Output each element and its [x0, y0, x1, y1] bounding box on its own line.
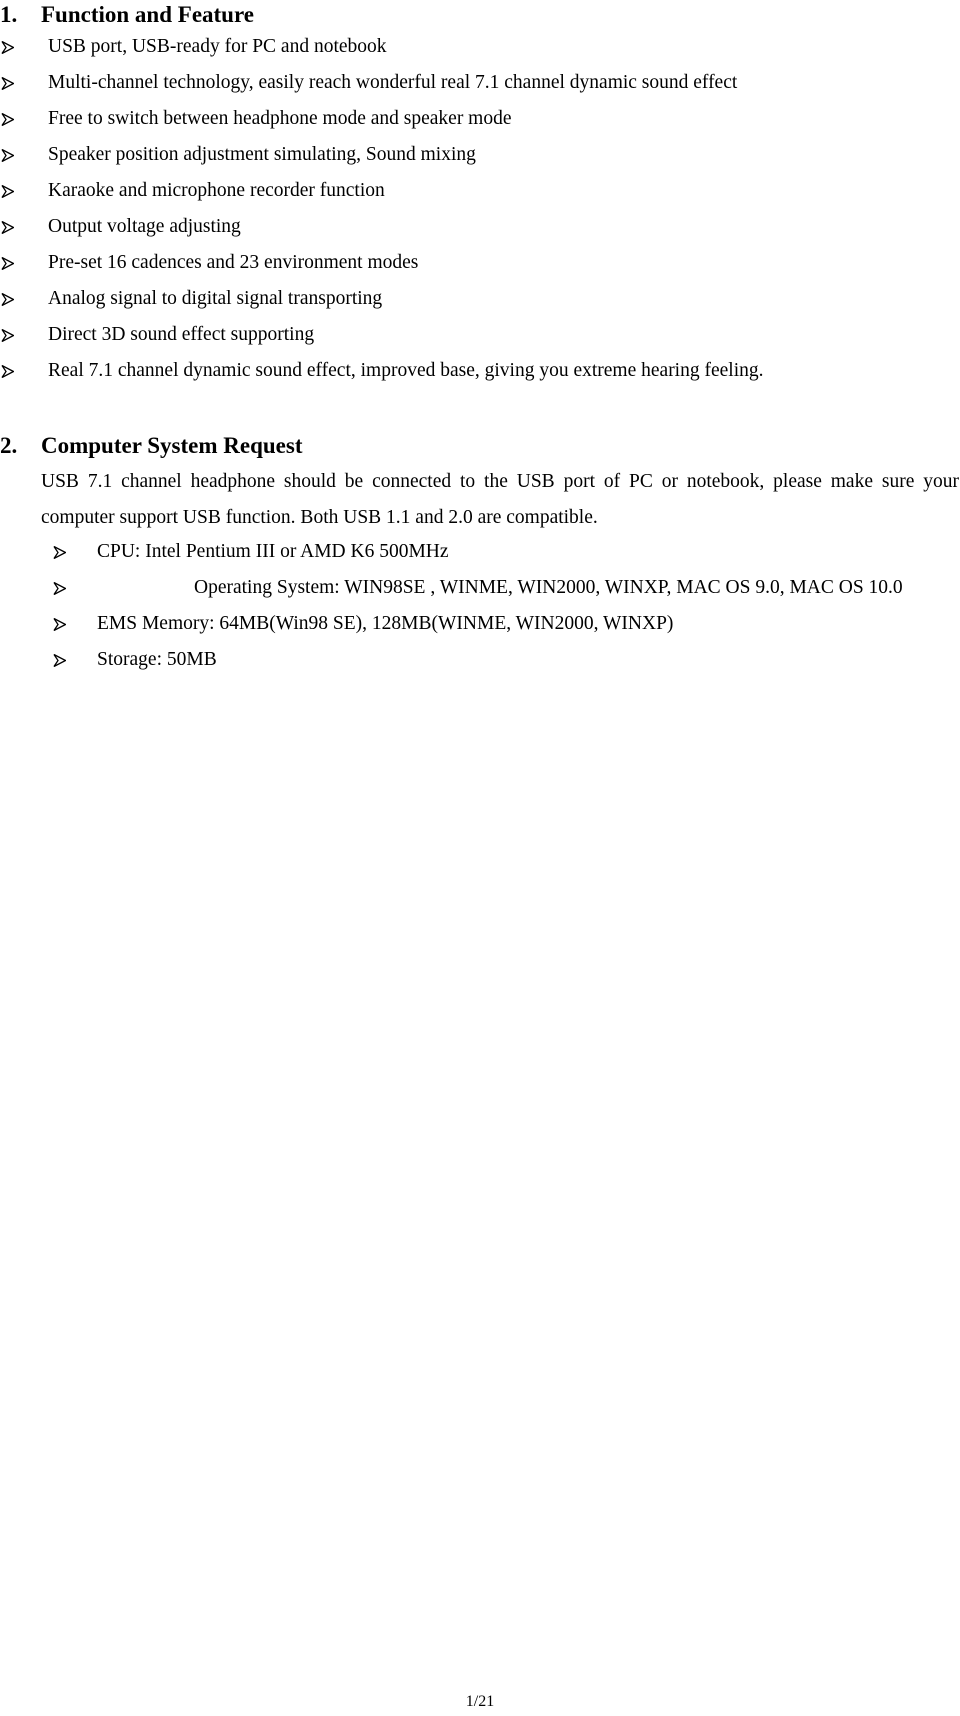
section-title: Function and Feature: [41, 2, 254, 27]
arrow-bullet-icon: [1, 149, 14, 162]
feature-list: [0, 29, 960, 389]
arrow-bullet-icon: [53, 582, 66, 595]
list-item-text: Operating System: WIN98SE , WINME, WIN2000, WINXP, MAC OS 9.0, MAC OS 10.0: [194, 577, 903, 598]
list-item: [0, 245, 960, 281]
list-item: [0, 281, 960, 317]
list-item: [0, 101, 960, 137]
arrow-bullet-icon: [1, 221, 14, 234]
list-item: [0, 173, 960, 209]
list-item-text: Karaoke and microphone recorder function: [48, 180, 385, 201]
arrow-bullet-icon: [1, 365, 14, 378]
section-heading-function-and-feature: [0, 0, 254, 30]
page-number: 1/21: [465, 1693, 495, 1710]
arrow-bullet-icon: [1, 257, 14, 270]
arrow-bullet-icon: [1, 113, 14, 126]
arrow-bullet-icon: [1, 41, 14, 54]
arrow-bullet-icon: [1, 185, 14, 198]
section-heading-computer-system-request: [0, 431, 303, 461]
list-item: [0, 317, 960, 353]
arrow-bullet-icon: [53, 654, 66, 667]
list-item-text: Analog signal to digital signal transporting: [48, 288, 383, 309]
list-item: [0, 606, 960, 642]
arrow-bullet-icon: [53, 546, 66, 559]
section-number: 1.: [0, 2, 18, 27]
list-item-text: Free to switch between headphone mode and speaker mode: [48, 108, 512, 129]
system-request-paragraph: USB 7.1 channel headphone should be connected to the USB port of PC or notebook, please make sure your computer support USB function. Both USB 1.1 and 2.0 are compatible.: [41, 471, 959, 528]
list-item: [0, 353, 960, 389]
arrow-bullet-icon: [1, 329, 14, 342]
list-item: [0, 65, 960, 101]
list-item-text: USB port, USB-ready for PC and notebook: [48, 36, 387, 57]
list-item-text: Multi-channel technology, easily reach wonderful real 7.1 channel dynamic sound effect: [48, 72, 738, 93]
arrow-bullet-icon: [1, 293, 14, 306]
section-title: Computer System Request: [41, 433, 303, 458]
arrow-bullet-icon: [53, 618, 66, 631]
list-item-text: Direct 3D sound effect supporting: [48, 324, 315, 345]
list-item: [0, 642, 960, 678]
list-item: [0, 570, 960, 606]
list-item-text: EMS Memory: 64MB(Win98 SE), 128MB(WINME, WIN2000, WINXP): [97, 613, 674, 634]
list-item: [0, 137, 960, 173]
list-item-text: Real 7.1 channel dynamic sound effect, improved base, giving you extreme hearing feeling.: [48, 360, 764, 381]
list-item-text: CPU: Intel Pentium III or AMD K6 500MHz: [97, 541, 449, 562]
list-item: [0, 209, 960, 245]
section-number: 2.: [0, 433, 18, 458]
list-item-text: Speaker position adjustment simulating, Sound mixing: [48, 144, 476, 165]
system-requirements-list: [0, 534, 960, 678]
list-item: [0, 534, 960, 570]
list-item-text: Storage: 50MB: [97, 649, 217, 670]
arrow-bullet-icon: [1, 77, 14, 90]
list-item-text: Pre-set 16 cadences and 23 environment modes: [48, 252, 419, 273]
list-item: [0, 29, 960, 65]
list-item-text: Output voltage adjusting: [48, 216, 241, 237]
